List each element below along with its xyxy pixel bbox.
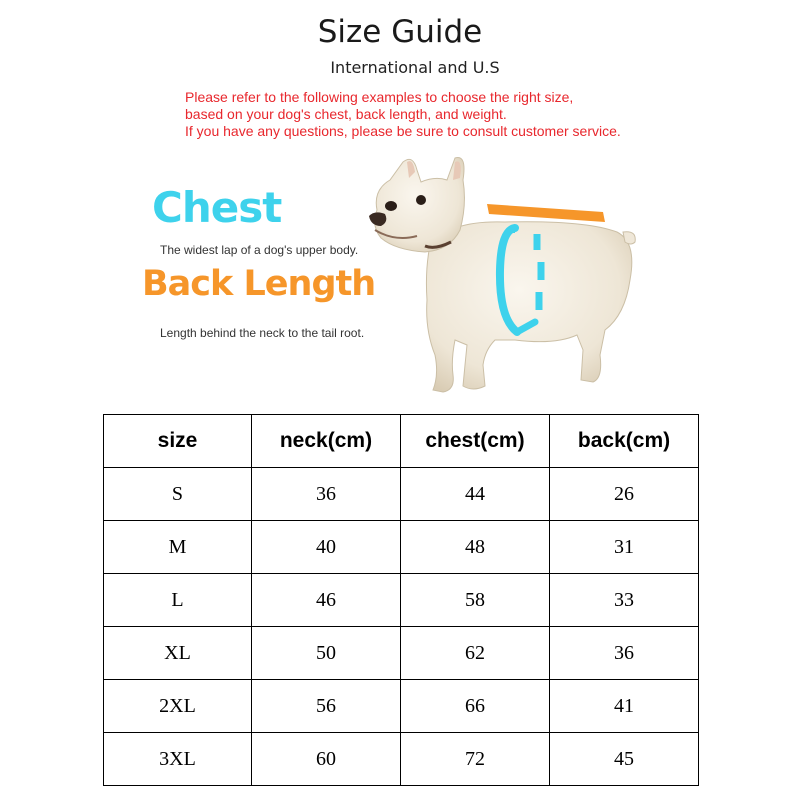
chest-cell: 72 (400, 733, 549, 786)
back-length-marker (487, 204, 605, 222)
table-row (104, 468, 699, 521)
page-title: Size Guide (317, 14, 483, 50)
back-cell: 31 (550, 521, 699, 574)
dog-body (426, 222, 631, 392)
size-cell: S (104, 468, 252, 521)
french-bulldog-illustration (355, 150, 670, 400)
neck-cell: 50 (251, 627, 400, 680)
size-cell: 2XL (104, 680, 252, 733)
back-cell: 41 (550, 680, 699, 733)
neck-cell: 36 (251, 468, 400, 521)
chest-cell: 44 (400, 468, 549, 521)
table-row (104, 733, 699, 786)
page-subtitle: International and U.S (330, 58, 500, 77)
size-notice (185, 89, 621, 140)
back-length-heading: Back Length (142, 264, 376, 304)
table-row (104, 521, 699, 574)
column-header-size: size (104, 415, 252, 468)
back-cell: 33 (550, 574, 699, 627)
neck-cell: 46 (251, 574, 400, 627)
back-cell: 26 (550, 468, 699, 521)
notice-line: Please refer to the following examples to choose the right size, (185, 89, 574, 105)
table-row (104, 680, 699, 733)
chest-cell: 66 (400, 680, 549, 733)
back-cell: 45 (550, 733, 699, 786)
notice-line: If you have any questions, please be sure to consult customer service. (185, 123, 621, 139)
chest-cell: 58 (400, 574, 549, 627)
neck-cell: 56 (251, 680, 400, 733)
size-cell: 3XL (104, 733, 252, 786)
neck-cell: 40 (251, 521, 400, 574)
chest-cell: 48 (400, 521, 549, 574)
chest-description: The widest lap of a dog's upper body. (160, 243, 359, 257)
column-header-back: back(cm) (550, 415, 699, 468)
table-row (104, 574, 699, 627)
size-cell: L (104, 574, 252, 627)
column-header-neck: neck(cm) (251, 415, 400, 468)
size-table (103, 414, 699, 786)
neck-cell: 60 (251, 733, 400, 786)
back-length-description: Length behind the neck to the tail root. (160, 326, 365, 340)
back-cell: 36 (550, 627, 699, 680)
column-header-chest: chest(cm) (400, 415, 549, 468)
table-row (104, 627, 699, 680)
chest-heading: Chest (152, 183, 282, 232)
chest-cell: 62 (400, 627, 549, 680)
notice-line: based on your dog's chest, back length, and weight. (185, 106, 507, 122)
size-cell: M (104, 521, 252, 574)
table-header-row (104, 415, 699, 468)
size-cell: XL (104, 627, 252, 680)
